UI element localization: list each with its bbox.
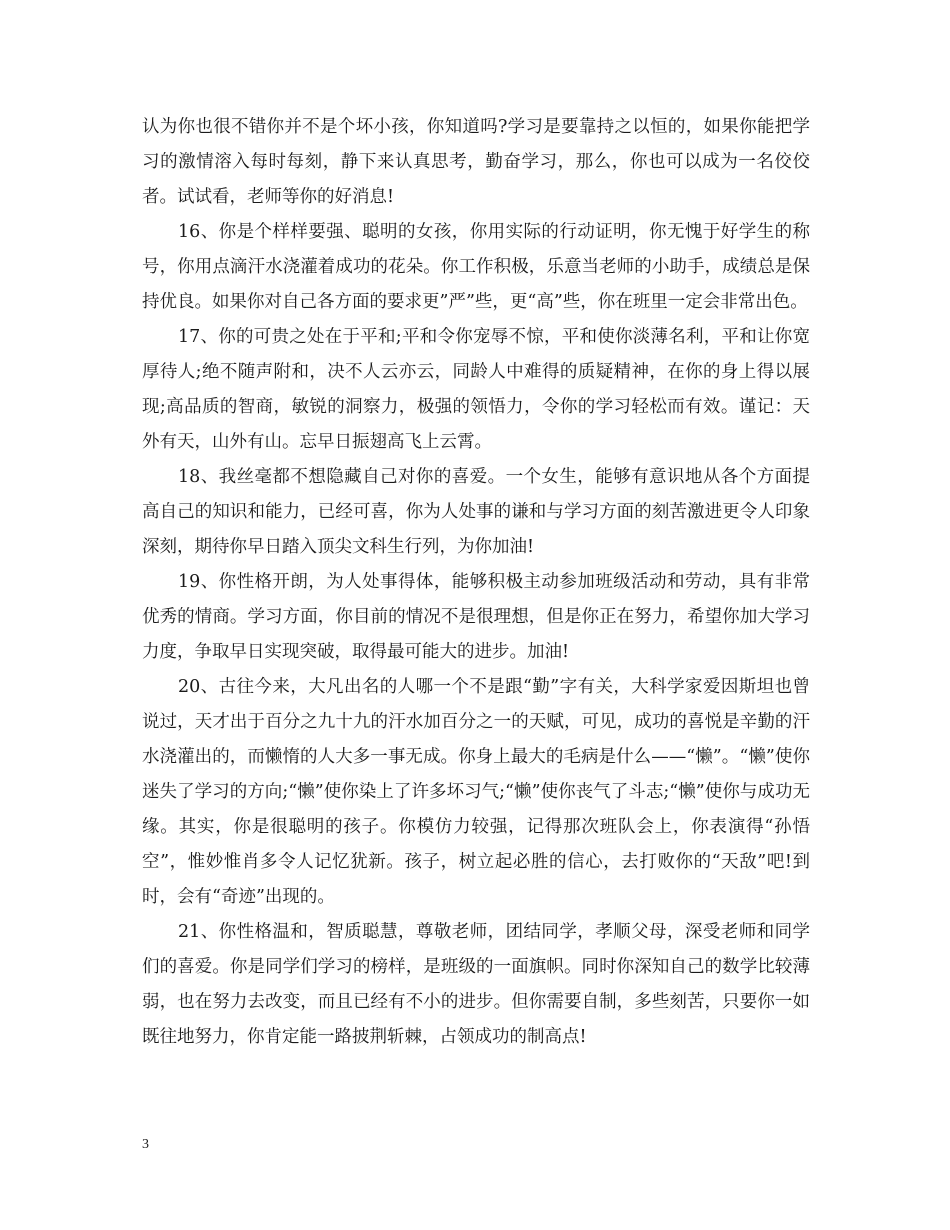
page-number: 3 [142,1137,149,1152]
paragraph-comment-17: 17、你的可贵之处在于平和;平和令你宠辱不惊，平和使你淡薄名利，平和让你宽厚待人;绝不随声附和，决不人云亦云，同龄人中难得的质疑精神，在你的身上得以展现;高品质的智商，敏锐的洞察力，极强的领悟力，令你的学习轻松而有效。谨记：天外有天，山外有山。忘早日振翅高飞上云霄。 [142,327,810,452]
paragraph-comment-16: 16、你是个样样要强、聪明的女孩，你用实际的行动证明，你无愧于好学生的称号，你用点滴汗水浇灌着成功的花朵。你工作积极，乐意当老师的小助手，成绩总是保持优良。如果你对自己各方面的要求更”严”些，更“高”些，你在班里一定会非常出色。 [142,222,810,312]
paragraph-comment-20: 20、古往今来，大凡出名的人哪一个不是跟“勤”字有关，大科学家爱因斯坦也曾说过，天才出于百分之九十九的汗水加百分之一的天赋，可见，成功的喜悦是辛勤的汗水浇灌出的，而懒惰的人大多一事无成。你身上最大的毛病是什么——“懒”。“懒”使你迷失了学习的方向;“懒”使你染上了许多坏习气;“懒”使你丧气了斗志;“懒”使你与成功无缘。其实，你是很聪明的孩子。你模仿力较强，记得那次班队会上，你表演得“孙悟空”，惟妙惟肖多令人记忆犹新。孩子，树立起必胜的信心，去打败你的“天敌”吧!到时，会有“奇迹”出现的。 [142,677,810,907]
paragraph-continuation: 认为你也很不错你并不是个坏小孩，你知道吗?学习是要靠持之以恒的，如果你能把学习的激情溶入每时每刻，静下来认真思考，勤奋学习，那么，你也可以成为一名佼佼者。试试看，老师等你的好消息! [142,117,810,207]
paragraph-comment-18: 18、我丝毫都不想隐藏自己对你的喜爱。一个女生，能够有意识地从各个方面提高自己的知识和能力，已经可喜，你为人处事的谦和与学习方面的刻苦激进更令人印象深刻，期待你早日踏入顶尖文科生行列，为你加油! [142,467,810,557]
paragraph-comment-19: 19、你性格开朗，为人处事得体，能够积极主动参加班级活动和劳动，具有非常优秀的情商。学习方面，你目前的情况不是很理想，但是你正在努力，希望你加大学习力度，争取早日实现突破，取得最可能大的进步。加油! [142,572,810,662]
paragraph-comment-21: 21、你性格温和，智质聪慧，尊敬老师，团结同学，孝顺父母，深受老师和同学们的喜爱。你是同学们学习的榜样，是班级的一面旗帜。同时你深知自己的数学比较薄弱，也在努力去改变，而且已经有不小的进步。但你需要自制，多些刻苦，只要你一如既往地努力，你肯定能一路披荆斩棘，占领成功的制高点! [142,922,810,1047]
page-body [142,110,810,1055]
